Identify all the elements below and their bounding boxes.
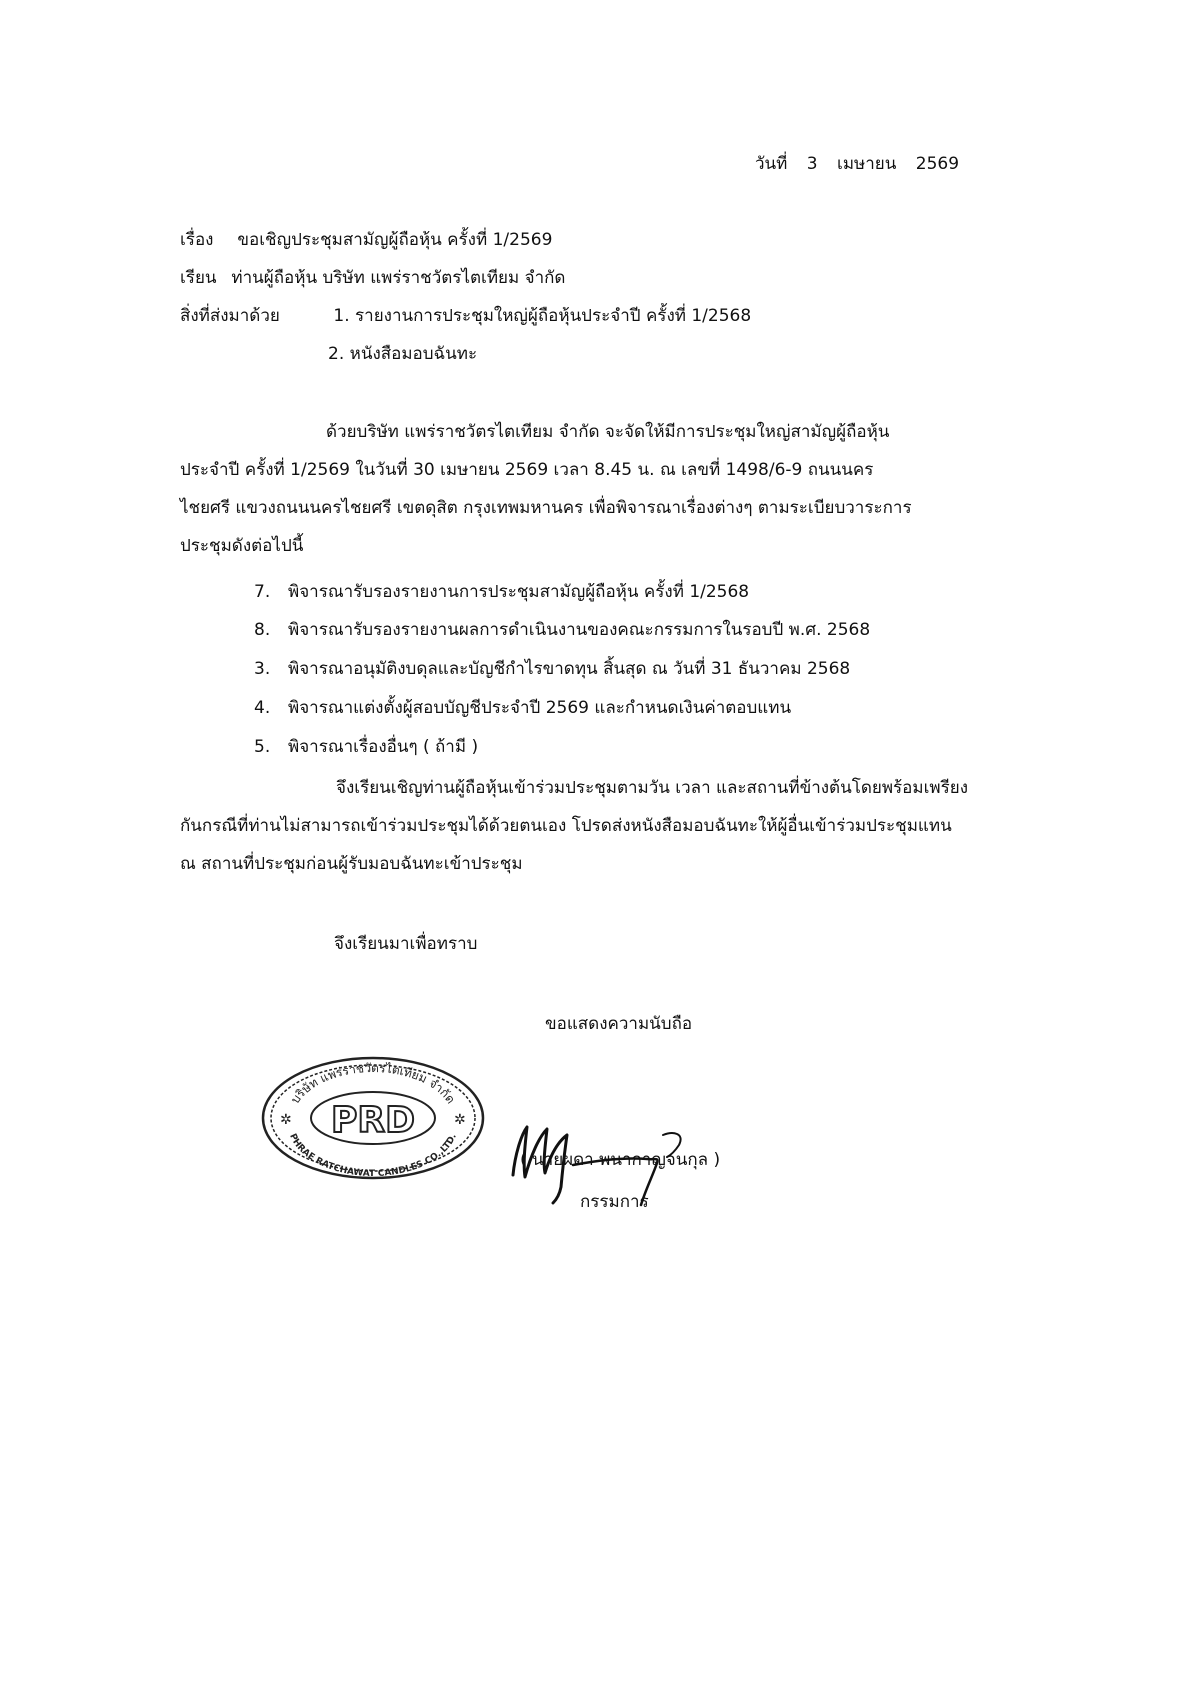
agenda-text: พิจารณารับรองรายงานผลการดำเนินงานของคณะกรรมการในรอบปี พ.ศ. 2568 [288,620,871,640]
stamp-logo-text: PRD [331,1100,415,1141]
letter-date [755,152,973,176]
stamp-top-text: บริษัท แพร่ราชวัตรไตเทียม จำกัด [288,1060,458,1107]
stamp-bottom-text: PHRAE RATCHAWAT CANDLES CO.,LTD. [287,1132,459,1180]
svg-text:✲: ✲ [454,1112,466,1128]
agenda-text: พิจารณาเรื่องอื่นๆ ( ถ้ามี ) [288,737,479,757]
agenda-item [254,580,749,604]
enclosure-item: 1. รายงานการประชุมใหญ่ผู้ถือหุ้นประจำปี ครั้งที่ 1/2568 [333,306,752,326]
agenda-number: 3. [254,659,271,679]
date-label: วันที่ [755,154,788,174]
date-day: 3 [806,154,818,174]
agenda-item [254,696,791,720]
date-month: เมษายน [837,154,897,174]
agenda-number: 8. [254,620,271,640]
agenda-item [254,735,478,759]
regards-text: ขอแสดงความนับถือ [545,1014,693,1034]
agenda-number: 7. [254,582,271,602]
recipient-line [180,266,565,290]
recipient-text: ท่านผู้ถือหุ้น บริษัท แพร่ราชวัตรไตเทียม จำกัด [231,268,566,288]
stamp-seal-icon [258,1052,488,1182]
intro-line: ด้วยบริษัท แพร่ราชวัตรไตเทียม จำกัด จะจัดให้มีการประชุมใหญ่สามัญผู้ถือหุ้น [326,422,890,442]
subject-label: เรื่อง [180,230,214,250]
closing-text: จึงเรียนมาเพื่อทราบ [334,934,478,954]
invite-line: กันกรณีที่ท่านไม่สามารถเข้าร่วมประชุมได้ด้วยตนเอง โปรดส่งหนังสือมอบฉันทะให้ผู้อื่นเข้าร่วมประชุมแทน [180,816,952,836]
enclosures-line [180,304,751,328]
signatory-name: ( นายผดา พนากาญจนกุล ) [520,1150,721,1170]
agenda-number: 4. [254,698,271,718]
intro-line: ประจำปี ครั้งที่ 1/2569 ในวันที่ 30 เมษายน 2569 เวลา 8.45 น. ณ เลขที่ 1498/6-9 ถนนนคร [180,460,874,480]
agenda-item [254,618,870,642]
invite-line: จึงเรียนเชิญท่านผู้ถือหุ้นเข้าร่วมประชุมตามวัน เวลา และสถานที่ข้างต้นโดยพร้อมเพรียง [336,778,968,798]
agenda-text: พิจารณารับรองรายงานการประชุมสามัญผู้ถือหุ้น ครั้งที่ 1/2568 [288,582,750,602]
subject-line [180,228,552,252]
intro-line: ประชุมดังต่อไปนี้ [180,536,304,556]
company-stamp [258,1052,488,1182]
agenda-number: 5. [254,737,271,757]
agenda-text: พิจารณาอนุมัติงบดุลและบัญชีกำไรขาดทุน สิ้นสุด ณ วันที่ 31 ธันวาคม 2568 [288,659,851,679]
date-year: 2569 [915,154,960,174]
recipient-label: เรียน [180,268,217,288]
agenda-item [254,657,850,681]
invite-line: ณ สถานที่ประชุมก่อนผู้รับมอบฉันทะเข้าประชุม [180,854,523,874]
svg-text:✲: ✲ [280,1112,292,1128]
signatory-title: กรรมการ [580,1192,649,1212]
intro-line: ไชยศรี แขวงถนนนครไชยศรี เขตดุสิต กรุงเทพมหานคร เพื่อพิจารณาเรื่องต่างๆ ตามระเบียบวาระการ [180,498,912,518]
subject-text: ขอเชิญประชุมสามัญผู้ถือหุ้น ครั้งที่ 1/2569 [237,230,553,250]
enclosures-label: สิ่งที่ส่งมาด้วย [180,306,280,326]
agenda-text: พิจารณาแต่งตั้งผู้สอบบัญชีประจำปี 2569 และกำหนดเงินค่าตอบแทน [288,698,792,718]
enclosure-item: 2. หนังสือมอบฉันทะ [328,344,478,364]
